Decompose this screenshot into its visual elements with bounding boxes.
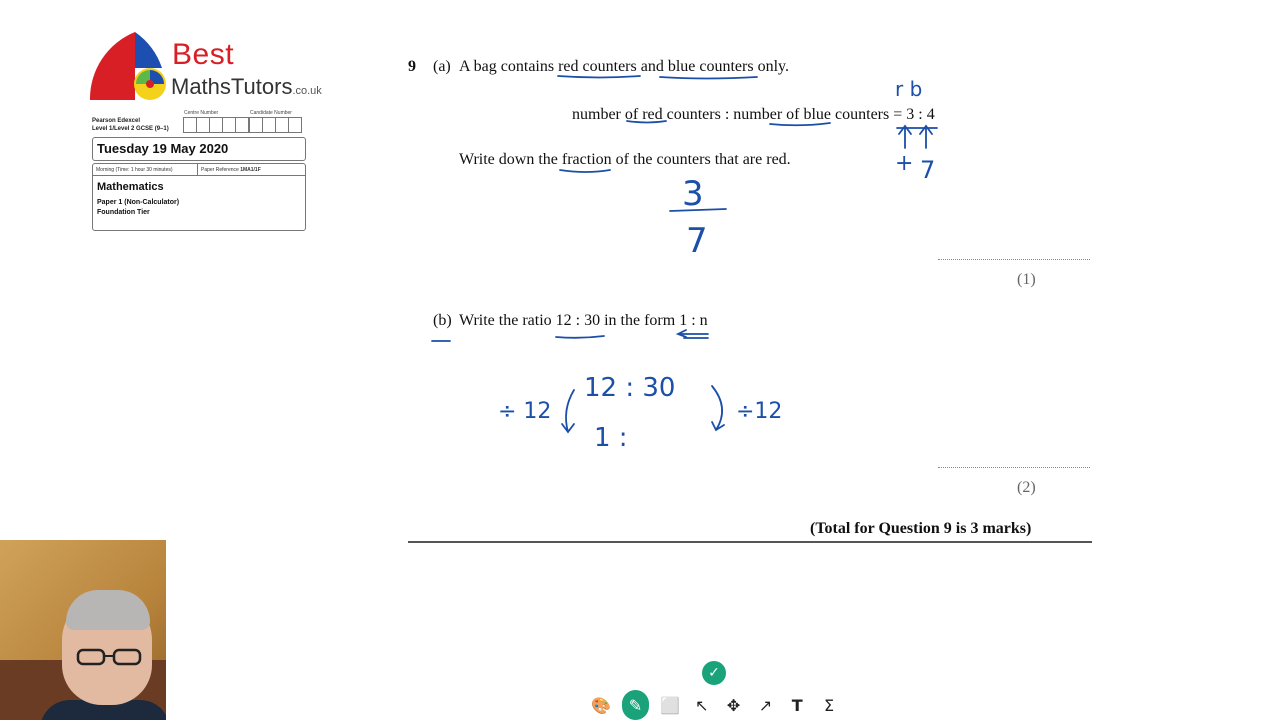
exam-date-panel	[92, 137, 306, 161]
answer-line-a	[938, 259, 1090, 260]
paper-name: Paper 1 (Non-Calculator)	[97, 199, 180, 206]
arrow-underline-n	[678, 330, 708, 338]
part-b-label: (b)	[433, 312, 452, 329]
paper-reference: 1MA1/1F	[240, 167, 261, 173]
ratio-top: 12 : 30	[584, 373, 676, 403]
underline-blue-counters	[660, 77, 757, 79]
centre-number-label: Centre Number	[184, 110, 219, 116]
fraction-bar	[670, 209, 726, 211]
eraser-icon[interactable]: ⬜	[660, 695, 680, 715]
exam-board: Pearson Edexcel	[92, 118, 141, 124]
webcam-feed	[0, 540, 166, 720]
bracket-left	[562, 390, 574, 432]
move-icon[interactable]: ✥	[726, 695, 741, 715]
arrow-left	[899, 126, 911, 148]
underline-red-counters	[558, 76, 640, 78]
plus-sign: +	[895, 151, 914, 176]
paper-details	[97, 198, 179, 218]
bracket-right	[712, 386, 724, 430]
ratio-statement: number of red counters : number of blue counters = 3 : 4	[572, 106, 935, 123]
text-icon[interactable]: T	[791, 695, 803, 715]
candidate-number-label: Candidate Number	[250, 110, 292, 116]
question-total: (Total for Question 9 is 3 marks)	[810, 520, 1032, 537]
part-a-text: A bag contains red counters and blue counters only.	[459, 58, 789, 75]
confirm-check-button[interactable]: ✓	[702, 661, 726, 685]
exam-board-info	[92, 117, 169, 133]
paper-reference-row	[201, 167, 261, 173]
underline-fraction	[560, 170, 610, 172]
answer-line-b	[938, 467, 1090, 468]
underline-12-30	[556, 336, 604, 338]
part-a-marks: (1)	[1017, 271, 1036, 288]
total-seven: 7	[920, 156, 936, 184]
sigma-icon[interactable]: Σ	[823, 695, 835, 715]
candidate-number-boxes	[250, 117, 302, 133]
session-row	[93, 164, 305, 176]
part-a-instruction: Write down the fraction of the counters that are red.	[459, 151, 791, 168]
paper-reference-label: Paper Reference	[201, 167, 239, 173]
fraction-numerator: 3	[682, 174, 704, 214]
arrow-right	[920, 126, 932, 148]
divide-right: ÷12	[736, 399, 783, 424]
exam-date: Tuesday 19 May 2020	[97, 141, 229, 156]
question-divider	[408, 541, 1092, 543]
divide-left: ÷ 12	[498, 399, 552, 424]
rb-label: r b	[895, 77, 923, 101]
exam-level: Level 1/Level 2 GCSE (9–1)	[92, 126, 169, 132]
part-b-text: Write the ratio 12 : 30 in the form 1 : n	[459, 312, 708, 329]
question-number: 9	[408, 58, 416, 75]
logo-domain-text: .co.uk	[292, 85, 322, 97]
part-a-label: (a)	[433, 58, 451, 75]
session-time: Morning (Time: 1 hour 30 minutes)	[96, 167, 173, 173]
laser-icon[interactable]: ↗	[758, 695, 773, 715]
exam-info-panel	[92, 163, 306, 231]
logo-maths-text	[171, 74, 322, 100]
ratio-bottom: 1 :	[594, 423, 628, 453]
logo-maths-word: MathsTutors	[171, 74, 293, 99]
centre-number-boxes	[184, 117, 249, 133]
glasses	[76, 648, 144, 666]
part-b-marks: (2)	[1017, 479, 1036, 496]
fraction-denominator: 7	[686, 221, 708, 261]
pen-icon[interactable]: ✎	[622, 690, 649, 720]
palette-icon[interactable]: 🎨	[590, 695, 611, 715]
paper-tier: Foundation Tier	[97, 209, 150, 216]
drawing-toolbar	[590, 690, 840, 720]
pointer-icon[interactable]: ↖	[695, 695, 709, 715]
exam-subject: Mathematics	[97, 181, 164, 193]
logo-best-text: Best	[172, 38, 235, 71]
